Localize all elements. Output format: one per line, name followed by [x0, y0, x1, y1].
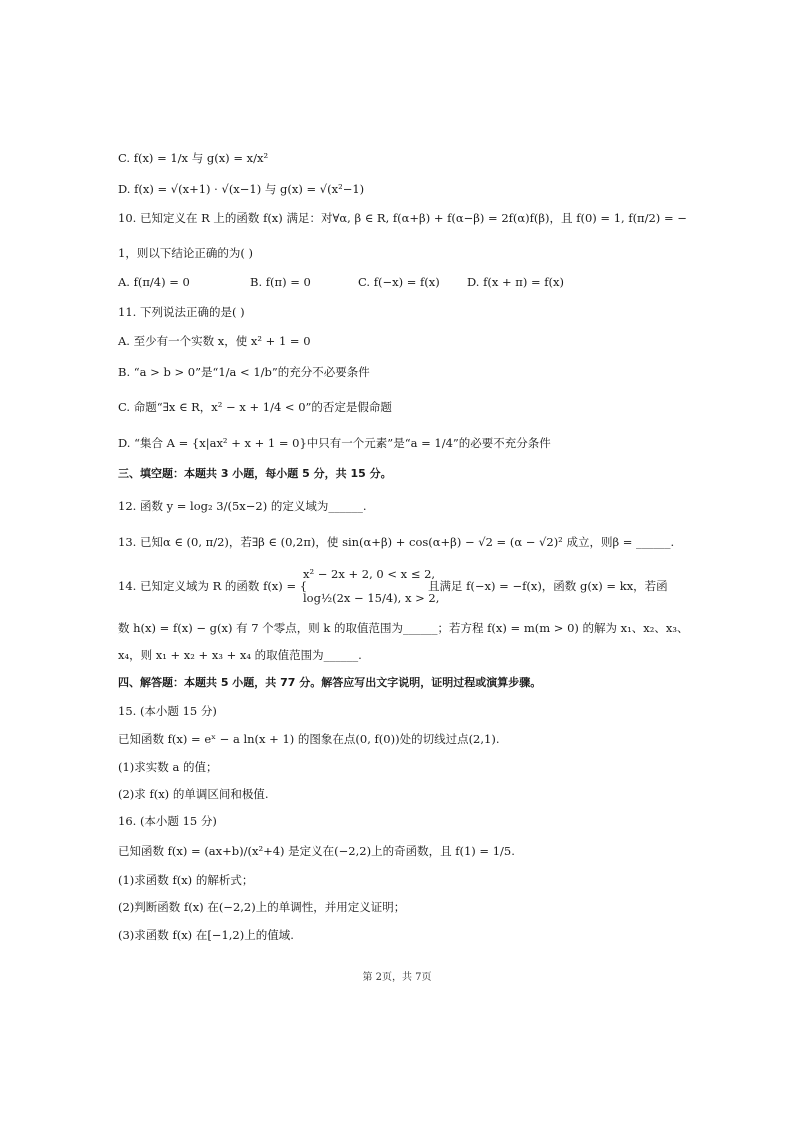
text-line-q14a1: x² − 2x + 2, 0 < x ≤ 2, [303, 567, 436, 581]
text-line-q14c: x₄，则 x₁ + x₂ + x₃ + x₄ 的取值范围为______. [118, 648, 362, 662]
text-line-q11a: A. 至少有一个实数 x，使 x² + 1 = 0 [118, 334, 311, 348]
text-line-q16-2: (2)判断函数 f(x) 在(−2,2)上的单调性，并用定义证明； [118, 900, 406, 914]
text-line-q11: 11. 下列说法正确的是( ) [118, 305, 245, 319]
q10-option-3: D. f(x + π) = f(x) [467, 275, 565, 289]
text-line-q11c: C. 命题“∃x ∈ R，x² − x + 1/4 < 0”的否定是假命题 [118, 400, 392, 414]
text-line-q9c: C. f(x) = 1/x 与 g(x) = x/x² [118, 151, 269, 165]
page-footer: 第 2页，共 7页 [362, 972, 432, 983]
text-line-q11d: D. “集合 A = {x|ax² + x + 1 = 0}中只有一个元素”是“a = 1/4”的必要不充分条件 [118, 436, 551, 450]
text-line-q10a: 10. 已知定义在 R 上的函数 f(x) 满足：对∀α, β ∈ R, f(α+β) + f(α−β) = 2f(α)f(β)，且 f(0) = 1, f(π/2) = − [118, 211, 687, 225]
text-line-q15-1: (1)求实数 a 的值； [118, 760, 218, 774]
text-line-q15: 已知函数 f(x) = eˣ − a ln(x + 1) 的图象在点(0, f(0))处的切线过点(2,1). [118, 732, 500, 746]
text-line-q9d: D. f(x) = √(x+1) · √(x−1) 与 g(x) = √(x²−1) [118, 182, 365, 196]
text-line-sec3: 三、填空题：本题共 3 小题，每小题 5 分，共 15 分。 [118, 467, 392, 480]
text-line-q10b: 1，则以下结论正确的为( ) [118, 246, 253, 260]
q10-option-1: B. f(π) = 0 [250, 275, 311, 289]
text-line-q15h: 15. (本小题 15 分) [118, 704, 217, 718]
q10-option-2: C. f(−x) = f(x) [358, 275, 440, 289]
text-line-q14a: 14. 已知定义域为 R 的函数 f(x) = { [118, 579, 308, 593]
text-line-q16: 已知函数 f(x) = (ax+b)/(x²+4) 是定义在(−2,2)上的奇函数，且 f(1) = 1/5. [118, 844, 515, 858]
text-line-q16-1: (1)求函数 f(x) 的解析式； [118, 873, 254, 887]
text-line-q13: 13. 已知α ∈ (0, π/2)，若∃β ∈ (0,2π)，使 sin(α+β) + cos(α+β) − √2 = (α − √2)² 成立，则β = ______. [118, 535, 675, 549]
text-line-q16h: 16. (本小题 15 分) [118, 814, 217, 828]
text-line-q14b: 数 h(x) = f(x) − g(x) 有 7 个零点，则 k 的取值范围为______；若方程 f(x) = m(m > 0) 的解为 x₁、x₂、x₃、 [118, 621, 689, 635]
text-line-q11b: B. “a > b > 0”是“1/a < 1/b”的充分不必要条件 [118, 365, 370, 379]
text-line-q14a3: 且满足 f(−x) = −f(x)，函数 g(x) = kx，若函 [428, 579, 668, 593]
text-line-sec4: 四、解答题：本题共 5 小题，共 77 分。解答应写出文字说明，证明过程或演算步骤。 [118, 676, 542, 689]
text-line-q12: 12. 函数 y = log₂ 3/(5x−2) 的定义域为______. [118, 499, 367, 513]
text-line-q16-3: (3)求函数 f(x) 在[−1,2)上的值域. [118, 928, 294, 942]
text-line-q15-2: (2)求 f(x) 的单调区间和极值. [118, 787, 269, 801]
q10-option-0: A. f(π/4) = 0 [118, 275, 190, 289]
text-line-q14a2: log½(2x − 15/4), x > 2, [303, 591, 440, 605]
